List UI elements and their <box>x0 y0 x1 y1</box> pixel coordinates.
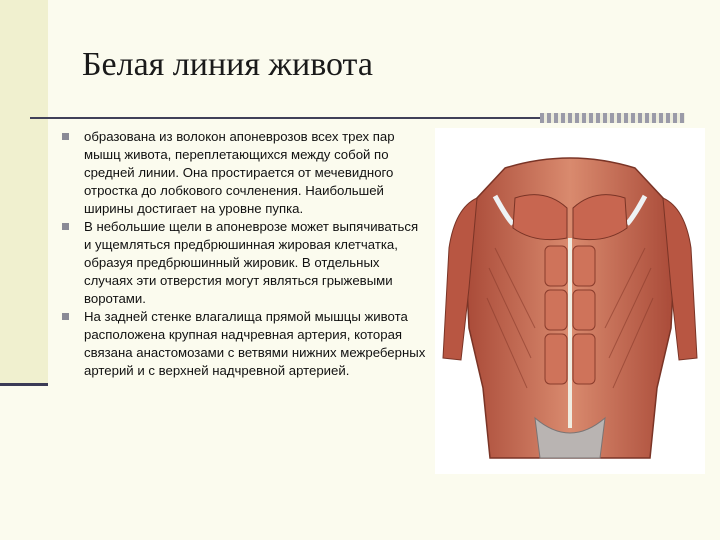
bullet-item <box>62 128 428 218</box>
title-divider <box>30 117 540 119</box>
bullet-text: образована из волокон апоневрозов всех трех пар мышц живота, переплетающихся между собой по средней линии. Она простирается от мечевидного отростка до лобкового сочленения. Наибольшей ширины достигает на уровне пупка. <box>84 129 395 216</box>
title-divider-pattern <box>540 113 685 123</box>
bullet-item <box>62 218 428 308</box>
bullet-list <box>62 128 428 380</box>
square-bullet-icon <box>62 133 69 140</box>
left-accent-rule <box>0 383 48 386</box>
anatomy-illustration <box>435 128 705 474</box>
bullet-text: В небольшие щели в апоневрозе может выпячиваться и ущемляться предбрюшинная жировая клетчатка, образуя предбрюшинный жировик. В отдельных случаях эти отверстия могут являться грыжевыми воротами. <box>84 219 419 306</box>
bullet-text: На задней стенке влагалища прямой мышцы живота расположена крупная надчревная артерия, которая связана анастомозами с ветвями нижних межреберных артерий и с верхней надчревной артерией. <box>84 309 426 378</box>
square-bullet-icon <box>62 313 69 320</box>
square-bullet-icon <box>62 223 69 230</box>
torso-muscles-image <box>435 128 705 474</box>
left-accent-band <box>0 0 48 384</box>
slide-title: Белая линия живота <box>82 46 373 83</box>
bullet-item <box>62 308 428 380</box>
